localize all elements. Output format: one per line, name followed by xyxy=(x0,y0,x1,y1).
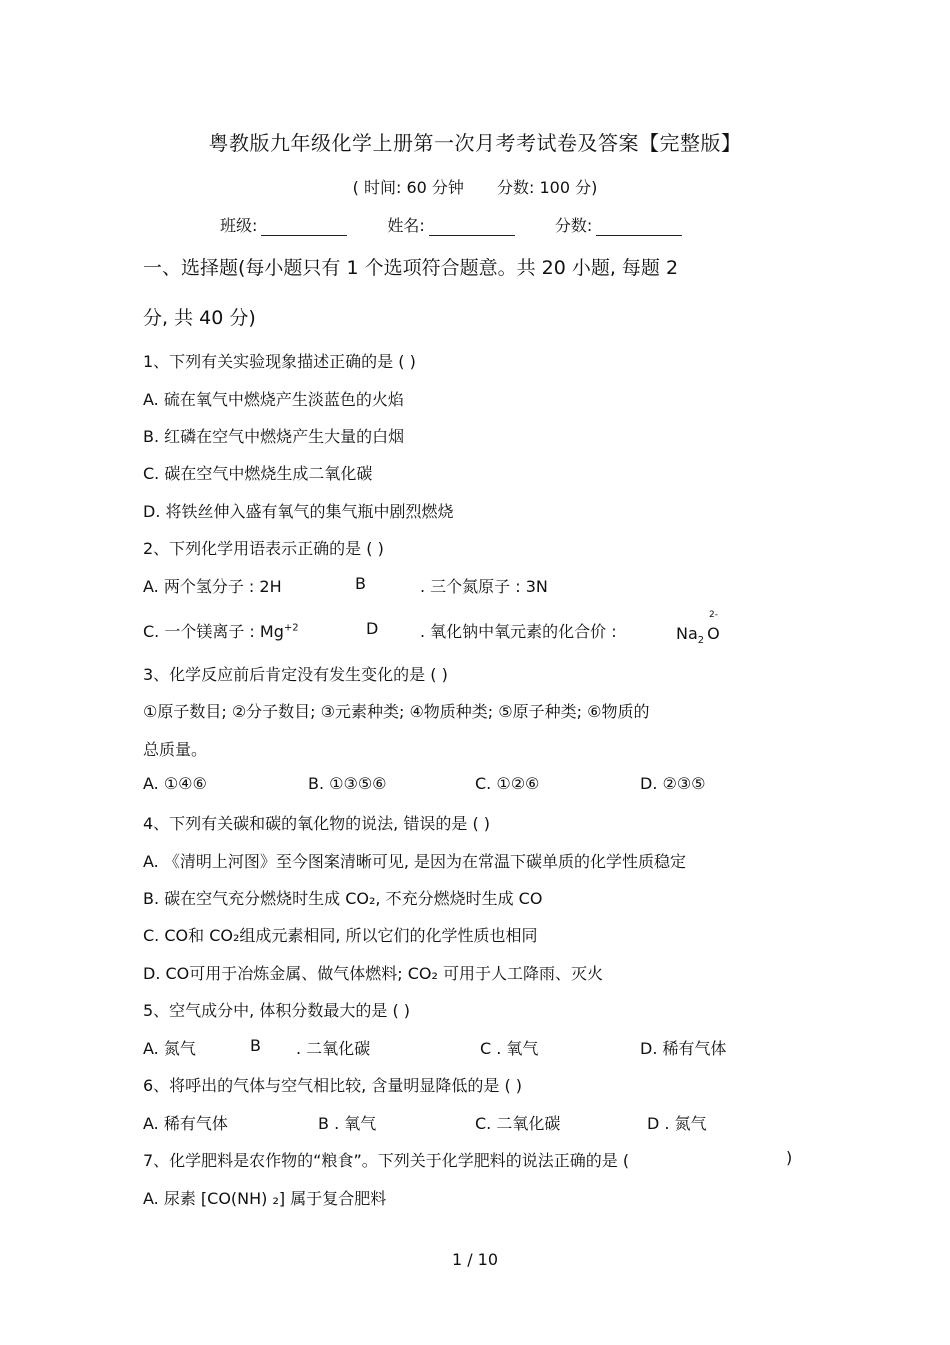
score-field[interactable] xyxy=(555,213,682,236)
q1-option-d: D. 将铁丝伸入盛有氧气的集气瓶中剧烈燃烧 xyxy=(143,502,454,521)
q5-option-d: D. 稀有气体 xyxy=(640,1039,727,1058)
formula-sub: 2 xyxy=(697,635,705,647)
q6-stem: 6、将呼出的气体与空气相比较, 含量明显降低的是 ( ) xyxy=(143,1076,523,1095)
q3-option-d: D. ②③⑤ xyxy=(640,774,706,793)
q3-option-b: B. ①③⑤⑥ xyxy=(308,774,387,793)
q2-option-c-sup: +2 xyxy=(283,622,299,634)
q4-option-b: B. 碳在空气充分燃烧时生成 CO₂, 不充分燃烧时生成 CO xyxy=(143,889,543,908)
q2-option-c-text: C. 一个镁离子 : Mg xyxy=(143,622,284,641)
score-label: 分数: xyxy=(554,216,593,235)
q4-option-c: C. CO和 CO₂组成元素相同, 所以它们的化学性质也相同 xyxy=(143,926,538,945)
q5-stem: 5、空气成分中, 体积分数最大的是 ( ) xyxy=(143,1001,411,1020)
q1-option-b: B. 红磷在空气中燃烧产生大量的白烟 xyxy=(143,427,405,446)
q6-option-d: D . 氮气 xyxy=(647,1114,707,1133)
q6-option-c: C. 二氧化碳 xyxy=(475,1114,561,1133)
q3-option-c: C. ①②⑥ xyxy=(475,774,540,793)
name-label: 姓名: xyxy=(387,216,425,235)
q2-option-c xyxy=(143,619,299,642)
q1-stem: 1、下列有关实验现象描述正确的是 ( ) xyxy=(143,352,416,371)
name-field[interactable] xyxy=(387,213,514,236)
q4-option-a: A. 《清明上河图》至今图案清晰可见, 是因为在常温下碳单质的化学性质稳定 xyxy=(143,852,687,871)
q3-option-a: A. ①④⑥ xyxy=(143,774,207,793)
page-number: 1 / 10 xyxy=(451,1250,499,1269)
section-heading xyxy=(143,243,793,343)
q5-option-c: C . 氧气 xyxy=(480,1039,539,1058)
time-text: ( 时间: 60 分钟 xyxy=(352,178,464,197)
class-blank[interactable] xyxy=(261,217,347,236)
q4-option-d: D. CO可用于冶炼金属、做气体燃料; CO₂ 可用于人工降雨、灭火 xyxy=(143,964,604,983)
q3-stem: 3、化学反应前后肯定没有发生变化的是 ( ) xyxy=(143,665,448,684)
formula-valence: 2- xyxy=(709,610,718,620)
name-blank[interactable] xyxy=(429,217,515,236)
q2-option-d-letter: D xyxy=(366,619,379,638)
q4-stem: 4、下列有关碳和碳的氧化物的说法, 错误的是 ( ) xyxy=(143,814,491,833)
q1-option-c: C. 碳在空气中燃烧生成二氧化碳 xyxy=(143,464,373,483)
class-field[interactable] xyxy=(220,213,347,236)
score-text: 分数: 100 分) xyxy=(497,178,598,197)
class-label: 班级: xyxy=(220,216,258,235)
student-info xyxy=(220,213,722,236)
exam-meta xyxy=(0,175,950,198)
q2-option-b-letter: B xyxy=(355,574,366,593)
q2-option-d: . 氧化钠中氧元素的化合价 : xyxy=(420,622,617,641)
q2-option-b: . 三个氮原子 : 3N xyxy=(420,577,548,596)
q5-option-a: A. 氮气 xyxy=(143,1039,196,1058)
q2-stem: 2、下列化学用语表示正确的是 ( ) xyxy=(143,539,384,558)
q3-body-line2: 总质量。 xyxy=(143,740,208,759)
q3-body-line1: ①原子数目; ②分子数目; ③元素种类; ④物质种类; ⑤原子种类; ⑥物质的 xyxy=(143,702,650,721)
q1-option-a: A. 硫在氧气中燃烧产生淡蓝色的火焰 xyxy=(143,390,404,409)
q7-option-a: A. 尿素 [CO(NH) ₂] 属于复合肥料 xyxy=(143,1189,387,1208)
page-title: 粤教版九年级化学上册第一次月考考试卷及答案【完整版】 xyxy=(208,131,742,155)
section-heading-line2: 分, 共 40 分) xyxy=(143,307,256,329)
q2-option-d-formula xyxy=(676,624,720,646)
section-heading-line1: 一、选择题(每小题只有 1 个选项符合题意。共 20 小题, 每题 2 xyxy=(143,257,679,279)
q5-option-b: . 二氧化碳 xyxy=(296,1039,371,1058)
q5-option-b-letter: B xyxy=(250,1036,261,1055)
q7-stem-end: ) xyxy=(786,1148,793,1167)
formula-o: O xyxy=(707,624,720,643)
q2-option-a: A. 两个氢分子 : 2H xyxy=(143,577,282,596)
score-blank[interactable] xyxy=(596,217,682,236)
q6-option-a: A. 稀有气体 xyxy=(143,1114,228,1133)
formula-na: Na xyxy=(676,624,698,643)
q6-option-b: B . 氧气 xyxy=(318,1114,377,1133)
q7-stem: 7、化学肥料是农作物的“粮食”。下列关于化学肥料的说法正确的是 ( xyxy=(143,1151,630,1170)
